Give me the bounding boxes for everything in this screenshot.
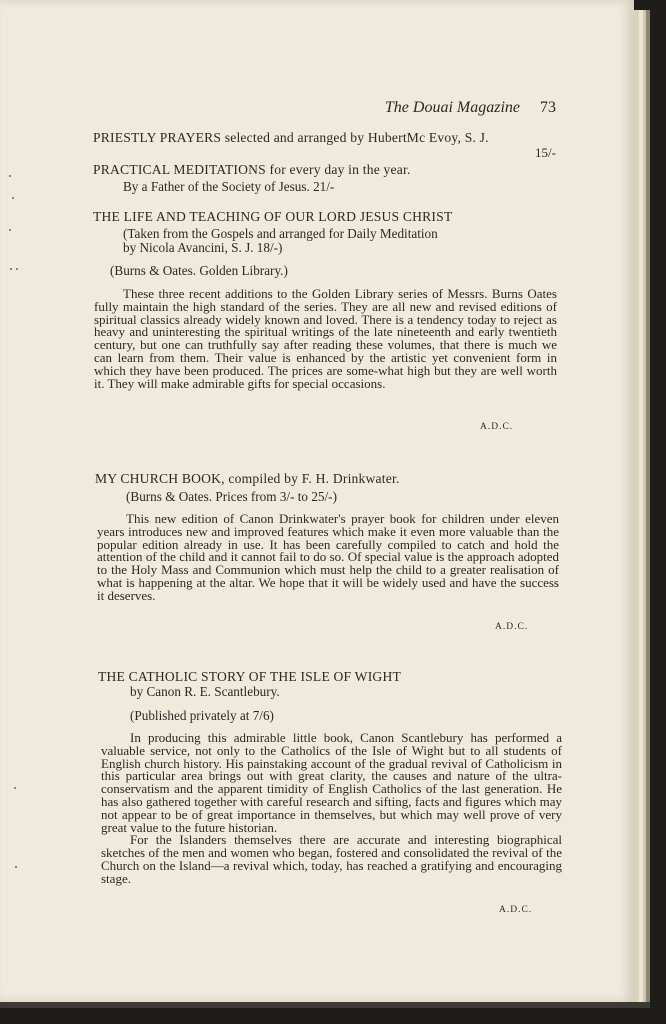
gutter-speck xyxy=(15,866,17,868)
gutter-speck xyxy=(14,787,16,789)
review-4-title: MY CHURCH BOOK, compiled by F. H. Drinkwater. xyxy=(95,471,400,486)
review-4-publisher: (Burns & Oates. Prices from 3/- to 25/-) xyxy=(126,489,337,504)
review-5-subtitle: by Canon R. E. Scantlebury. xyxy=(130,684,280,699)
gutter-speck xyxy=(10,268,12,270)
review-3-signature: A.D.C. xyxy=(480,422,514,432)
review-2-subtitle: By a Father of the Society of Jesus. 21/- xyxy=(123,179,335,194)
review-4-body-text: This new edition of Canon Drinkwater's prayer book for children under eleven years introduces new and improved features which make it even more valuable than the popular edition already in use. It has been carefully compiled to catch and hold the attention of the child and it cannot fail to do so. Of special value is the approach adopted to the Holy Mass and Communion which must help the child to a greater realisation of what is happening at the altar. We hope that it will be widely used and have the success it deserves. xyxy=(97,511,559,603)
review-5-body xyxy=(101,732,562,886)
review-5-publisher: (Published privately at 7/6) xyxy=(130,708,274,723)
review-3-publisher: (Burns & Oates. Golden Library.) xyxy=(110,263,288,278)
review-5-title: THE CATHOLIC STORY OF THE ISLE OF WIGHT xyxy=(98,669,401,684)
review-3-body xyxy=(94,288,557,390)
review-3-subtitle-line1: (Taken from the Gospels and arranged for Daily Meditation xyxy=(123,226,438,241)
journal-title: The Douai Magazine xyxy=(384,99,520,116)
review-3-title: THE LIFE AND TEACHING OF OUR LORD JESUS CHRIST xyxy=(93,209,453,224)
review-1-title: PRIESTLY PRAYERS selected and arranged by HubertMc Evoy, S. J. xyxy=(93,130,489,145)
gutter-speck xyxy=(12,197,14,199)
running-header xyxy=(385,99,556,117)
gutter-speck xyxy=(9,175,11,177)
review-5-body-text-2: For the Islanders themselves there are accurate and interesting biographical sketches of the men and women who began, fostered and consolidated the revival of the Church on the Island—a revival which, today, has reached a gratifying and encouraging stage. xyxy=(101,832,562,886)
page-number: 73 xyxy=(540,99,556,116)
review-4-signature: A.D.C. xyxy=(495,622,529,632)
review-5-signature: A.D.C. xyxy=(499,905,533,915)
review-3-body-text: These three recent additions to the Golden Library series of Messrs. Burns Oates fully maintain the high standard of the series. They are all new and revised editions of spiritual classics already widely known and loved. There is a tendency today to reject as heavy and uninteresting the spiritual writings of the late nineteenth and early twentieth century, but one can truthfully say after reading these volumes, that there is much we can learn from them. Their value is enhanced by the artistic yet convenient form in which they have been produced. The prices are some-what high but they are well worth it. They will make admirable gifts for special occasions. xyxy=(94,286,557,391)
review-3-subtitle-line2: by Nicola Avancini, S. J. 18/-) xyxy=(123,240,283,255)
review-5-body-text: In producing this admirable little book, Canon Scantlebury has performed a valuable service, not only to the Catholics of the Isle of Wight but to all students of English church history. His painstaking account of the gradual revival of Catholicism in this particular area brings out with great clarity, the causes and nature of the ultra-conservatism and the apparent timidity of English Catholics of the last generation. He has also gathered together with careful research and sifting, facts and figures which may not appear to be of great importance in themselves, but which may well prove of very great value to the future historian. xyxy=(101,730,562,835)
gutter-speck xyxy=(9,229,11,231)
book-bottom-edge xyxy=(0,1002,650,1008)
page-edge xyxy=(646,10,650,1004)
review-1-price: 15/- xyxy=(535,145,556,160)
gutter-speck xyxy=(16,268,18,270)
review-4-body xyxy=(97,513,559,603)
review-2-title: PRACTICAL MEDITATIONS for every day in the year. xyxy=(93,162,411,177)
